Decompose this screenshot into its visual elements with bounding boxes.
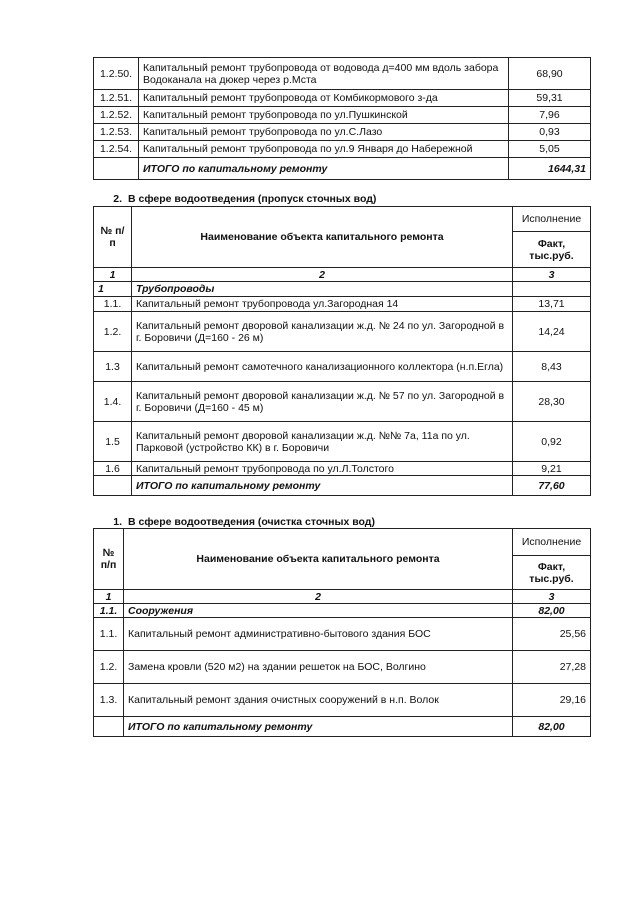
- table-row: [94, 422, 591, 462]
- row-value: 27,28: [513, 651, 591, 684]
- row-value: 59,31: [509, 90, 591, 107]
- group-row: [94, 282, 591, 297]
- sewage-transport-table: [93, 206, 591, 496]
- row-number: 1.3: [94, 352, 132, 382]
- row-name: Капитальный ремонт трубопровода от Комбикормового з-да: [139, 90, 509, 107]
- water-supply-table: [93, 57, 591, 180]
- row-number: 1.2.51.: [94, 90, 139, 107]
- row-number: 1.2.50.: [94, 58, 139, 90]
- sewage-treatment-table: [93, 528, 591, 737]
- row-value: 25,56: [513, 618, 591, 651]
- row-number: 1.2.: [94, 651, 124, 684]
- total-row: [94, 158, 591, 180]
- group-name: Трубопроводы: [132, 282, 513, 297]
- total-value: 1644,31: [509, 158, 591, 180]
- header-number: № п/п: [94, 207, 132, 268]
- section-heading-sewage-transport: 2. В сфере водоотведения (пропуск сточных вод): [113, 193, 377, 205]
- group-number: 1.1.: [94, 604, 124, 618]
- row-number: 1.5: [94, 422, 132, 462]
- total-row: [94, 717, 591, 737]
- table-row: [94, 651, 591, 684]
- row-name: Капитальный ремонт трубопровода ул.Загородная 14: [132, 297, 513, 312]
- row-name: Капитальный ремонт трубопровода от водовода д=400 мм вдоль забора Водоканала на дюкер через р.Мста: [139, 58, 509, 90]
- row-number: 1.6: [94, 462, 132, 476]
- row-value: 0,92: [513, 422, 591, 462]
- group-name: Сооружения: [124, 604, 513, 618]
- table-row: [94, 352, 591, 382]
- section-heading-sewage-treatment: 1. В сфере водоотведения (очистка сточных вод): [113, 516, 375, 528]
- row-value: 9,21: [513, 462, 591, 476]
- row-name: Капитальный ремонт самотечного канализационного коллектора (н.п.Егла): [132, 352, 513, 382]
- row-name: Капитальный ремонт трубопровода по ул.Л.Толстого: [132, 462, 513, 476]
- header-fact: Факт, тыс.руб.: [513, 556, 591, 590]
- header-name: Наименование объекта капитального ремонта: [132, 207, 513, 268]
- row-value: 13,71: [513, 297, 591, 312]
- table-row: [94, 141, 591, 158]
- row-name: Капитальный ремонт дворовой канализации ж.д. № 24 по ул. Загородной в г. Боровичи (Д=160 - 26 м): [132, 312, 513, 352]
- row-name: Капитальный ремонт трубопровода по ул.С.Лазо: [139, 124, 509, 141]
- row-value: 7,96: [509, 107, 591, 124]
- row-name: Капитальный ремонт дворовой канализации ж.д. № 57 по ул. Загородной в г. Боровичи (Д=160 - 45 м): [132, 382, 513, 422]
- row-name: Замена кровли (520 м2) на здании решеток на БОС, Волгино: [124, 651, 513, 684]
- row-number: 1.4.: [94, 382, 132, 422]
- row-value: 5,05: [509, 141, 591, 158]
- row-number: 1.2.54.: [94, 141, 139, 158]
- total-label: ИТОГО по капитальному ремонту: [139, 158, 509, 180]
- header-execution: Исполнение: [513, 207, 591, 232]
- row-value: 28,30: [513, 382, 591, 422]
- column-numbers-row: 1 2 3: [94, 268, 591, 282]
- total-value: 77,60: [513, 476, 591, 496]
- group-number: 1: [94, 282, 132, 297]
- group-value: 82,00: [513, 604, 591, 618]
- table-row: [94, 382, 591, 422]
- table-row: [94, 312, 591, 352]
- row-value: 68,90: [509, 58, 591, 90]
- row-number: 1.2.52.: [94, 107, 139, 124]
- total-row: [94, 476, 591, 496]
- header-name: Наименование объекта капитального ремонта: [124, 529, 513, 590]
- row-name: Капитальный ремонт здания очистных сооружений в н.п. Волок: [124, 684, 513, 717]
- total-label: ИТОГО по капитальному ремонту: [124, 717, 513, 737]
- table-row: [94, 90, 591, 107]
- row-number: 1.2.: [94, 312, 132, 352]
- header-number: № п/п: [94, 529, 124, 590]
- table-row: [94, 124, 591, 141]
- table-row: [94, 107, 591, 124]
- total-label: ИТОГО по капитальному ремонту: [132, 476, 513, 496]
- row-name: Капитальный ремонт трубопровода по ул.9 Января до Набережной: [139, 141, 509, 158]
- table-row: [94, 684, 591, 717]
- group-row: [94, 604, 591, 618]
- column-numbers-row: 1 2 3: [94, 590, 591, 604]
- row-value: 8,43: [513, 352, 591, 382]
- header-execution: Исполнение: [513, 529, 591, 556]
- row-number: 1.1.: [94, 618, 124, 651]
- row-number: 1.3.: [94, 684, 124, 717]
- row-number: 1.1.: [94, 297, 132, 312]
- row-value: 29,16: [513, 684, 591, 717]
- row-value: 0,93: [509, 124, 591, 141]
- table-row: [94, 58, 591, 90]
- table-row: [94, 297, 591, 312]
- row-number: 1.2.53.: [94, 124, 139, 141]
- row-name: Капитальный ремонт административно-бытового здания БОС: [124, 618, 513, 651]
- row-name: Капитальный ремонт дворовой канализации ж.д. №№ 7а, 11а по ул. Парковой (устройство КК) в г. Боровичи: [132, 422, 513, 462]
- header-fact: Факт, тыс.руб.: [513, 232, 591, 268]
- table-row: [94, 462, 591, 476]
- row-value: 14,24: [513, 312, 591, 352]
- table-row: [94, 618, 591, 651]
- row-name: Капитальный ремонт трубопровода по ул.Пушкинской: [139, 107, 509, 124]
- total-value: 82,00: [513, 717, 591, 737]
